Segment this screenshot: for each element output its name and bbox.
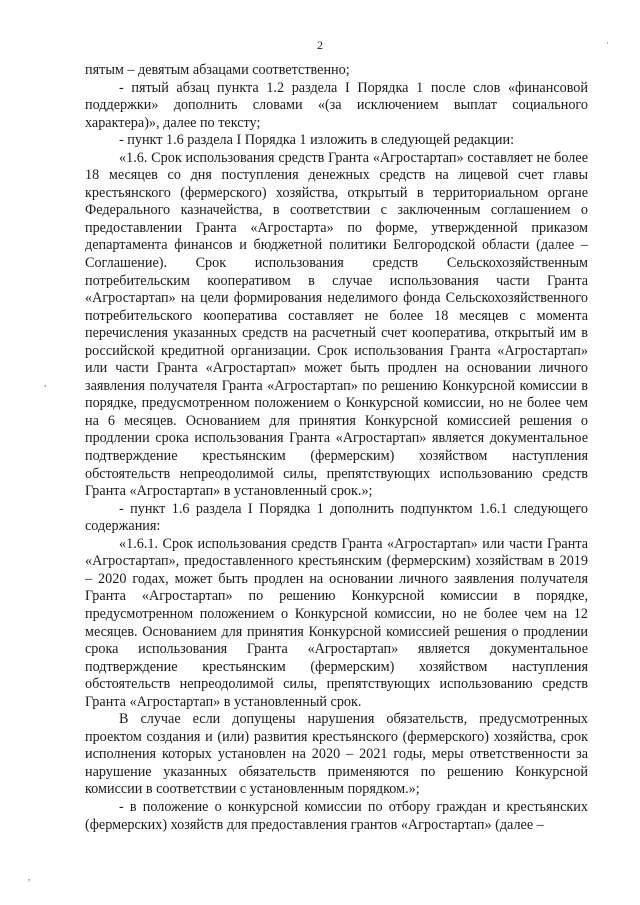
paragraph: - пункт 1.6 раздела I Порядка 1 изложить в следующей редакции: xyxy=(119,132,515,149)
paragraph: - пятый абзац пункта 1.2 раздела I Порядка 1 после слов «финансовой поддержки» дополнить словами «(за исключением выплат социального характера)», далее по тексту; xyxy=(85,79,588,131)
page-number: 2 xyxy=(317,38,323,52)
document-body xyxy=(85,62,588,834)
paragraph: В случае если допущены нарушения обязательств, предусмотренных проектом создания и (или) развития крестьянского (фермерского) хозяйства, срок исполнения которых установлен на 2020 – 2021 годы, меры ответственности за нарушение указанных обязательств применяются по решению Конкурсной комиссии в соответствии с установленным порядком.»; xyxy=(85,711,588,798)
paragraph: «1.6.1. Срок использования средств Гранта «Агростартап» или части Гранта «Агростартап», предоставленного крестьянским (фермерским) хозяйствам в 2019 – 2020 годах, может быть продлен на основании личного заявления получателя Гранта «Агростартап» по решению Конкурсной комиссии в порядке, предусмотренном положением о Конкурсной комиссии, но не более чем на 12 месяцев. Основанием для принятия Конкурсной комиссией решения о продлении срока использования Гранта «Агростартап» является документальное подтверждение крестьянским (фермерским) хозяйством наступления обстоятельств непреодолимой силы, препятствующих использованию средств Гранта «Агростартап» в установленный срок. xyxy=(85,535,588,710)
paragraph: - в положение о конкурсной комиссии по отбору граждан и крестьянских (фермерских) хозяйств для предоставления грантов «Агростартап» (далее – xyxy=(85,798,588,833)
paragraph: - пункт 1.6 раздела I Порядка 1 дополнить подпунктом 1.6.1 следующего содержания: xyxy=(85,500,588,535)
scan-speck-mark: · xyxy=(606,38,609,48)
scan-speck-mark: , xyxy=(28,872,31,882)
paragraph: «1.6. Срок использования средств Гранта «Агростартап» составляет не более 18 месяцев со дня поступления денежных средств на лицевой счет главы крестьянского (фермерского) хозяйства, открытый в территориальном органе Федерального казначейства, в соответствии с заключенным соглашением о предоставлении Гранта «Агростарта» по форме, утвержденной приказом департамента финансов и бюджетной политики Белгородской области (далее – Соглашение). Срок использования средств Сельскохозяйственным потребительским кооперативом в случае использования части Гранта «Агростартап» на цели формирования неделимого фонда Сельскохозяйственного потребительского кооператива составляет не более 18 месяцев с момента перечисления указанных средств на расчетный счет кооператива, открытый им в российской кредитной организации. Срок использования Гранта «Агростартап» или части Гранта «Агростартап» может быть продлен на основании личного заявления получателя Гранта «Агростартап» по решению Конкурсной комиссии в порядке, предусмотренном положением о Конкурсной комиссии, но не более чем на 6 месяцев. Основанием для принятия Конкурсной комиссией решения о продлении срока использования Гранта «Агростартап» является документальное подтверждение крестьянским (фермерским) хозяйством наступления обстоятельств непреодолимой силы, препятствующих использованию средств Гранта «Агростартап» в установленный срок.»; xyxy=(85,149,588,500)
scan-speck-mark: , xyxy=(44,378,47,388)
paragraph: пятым – девятым абзацами соответственно; xyxy=(85,62,350,78)
